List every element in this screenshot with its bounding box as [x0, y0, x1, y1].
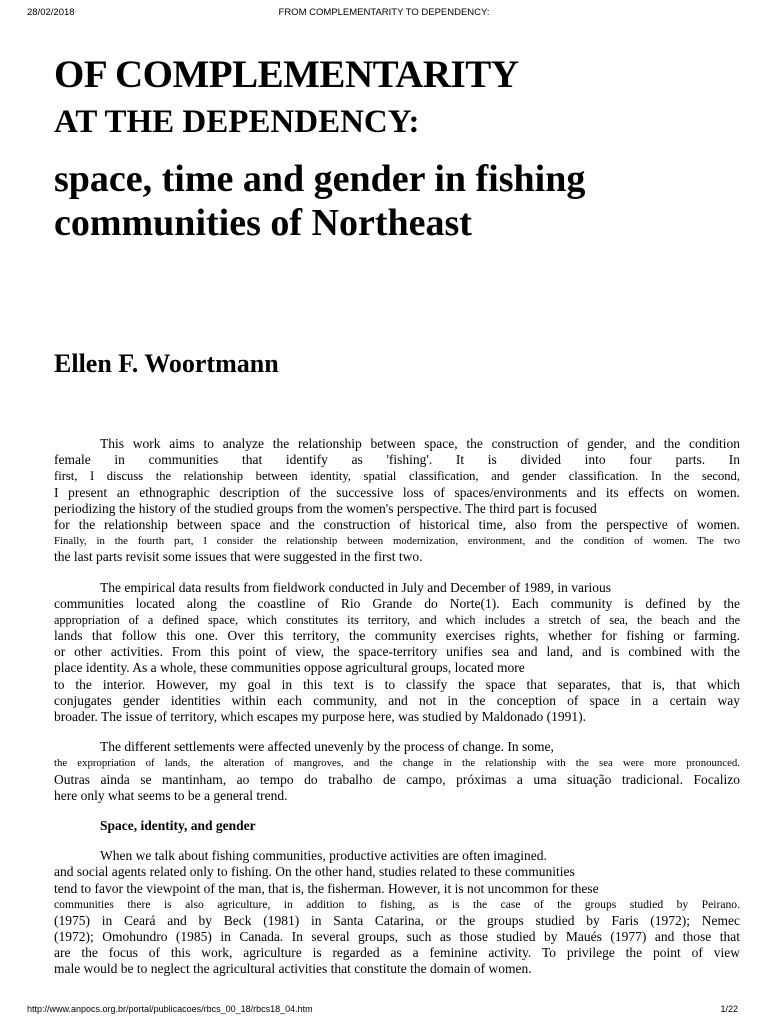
paragraph-1-line: Finally, in the fourth part, I consider the relationship between modernization, environment, and the condition of women. The two — [54, 535, 740, 548]
paragraph-3-line: Outras ainda se mantinham, ao tempo do trabalho de campo, próximas a uma situação tradicional. Focalizo — [54, 771, 740, 787]
paragraph-4-line: and social agents related only to fishing. On the other hand, studies related to these communities — [54, 864, 575, 880]
page-header — [0, 7, 768, 21]
page-number: 1/22 — [720, 1004, 738, 1014]
paragraph-1-line: female in communities that identify as 'fishing'. It is divided into four parts. In — [54, 452, 740, 468]
paragraph-1-line: first, I discuss the relationship between identity, spatial classification, and gender classification. In the second, — [54, 469, 740, 484]
paragraph-2-line: conjugates gender identities within each community, and not in the conception of space in a certain way — [54, 692, 740, 708]
paragraph-2-line: appropriation of a defined space, which constitutes its territory, and which includes a stretch of sea, the beach and the — [54, 612, 740, 627]
paragraph-4-line: tend to favor the viewpoint of the man, that is, the fisherman. However, it is not uncommon for these — [54, 880, 599, 896]
paragraph-4-line: (1975) in Ceará and by Beck (1981) in Santa Catarina, or the groups studied by Faris (1972); Nemec — [54, 912, 740, 928]
author-name: Ellen F. Woortmann — [54, 349, 279, 378]
paragraph-1-line: I present an ethnographic description of the successive loss of spaces/environments and its effects on women. — [54, 484, 740, 500]
paragraph-2-line: or other activities. From this point of view, the space-territory unifies sea and land, and is combined with the — [54, 644, 740, 660]
paragraph-2-line: The empirical data results from fieldwork conducted in July and December of 1989, in various — [100, 579, 611, 595]
title-line-1: OF COMPLEMENTARITY — [54, 53, 519, 96]
paragraph-3-line: The different settlements were affected unevenly by the process of change. In some, — [100, 739, 554, 755]
paragraph-1-line: the last parts revisit some issues that were suggested in the first two. — [54, 549, 423, 565]
page-footer — [0, 1004, 768, 1018]
paragraph-1-line: periodizing the history of the studied groups from the women's perspective. The third part is focused — [54, 500, 597, 516]
section-heading: Space, identity, and gender — [100, 817, 256, 833]
paragraph-3-line: here only what seems to be a general trend. — [54, 787, 288, 803]
article-body — [54, 436, 740, 978]
paragraph-2-line: lands that follow this one. Over this territory, the community exercises rights, whether for fishing or farming. — [54, 628, 740, 644]
subtitle: space, time and gender in fishing communities of Northeast — [54, 158, 586, 244]
paragraph-4-line: When we talk about fishing communities, productive activities are often imagined. — [100, 848, 547, 864]
paragraph-1-line: for the relationship between space and the construction of historical time, also from the perspective of women. — [54, 516, 740, 532]
paragraph-2-line: communities located along the coastline of Rio Grande do Norte(1). Each community is defined by the — [54, 595, 740, 611]
title-line-2: AT THE DEPENDENCY: — [54, 104, 420, 140]
paragraph-4-line: communities there is also agriculture, in addition to fishing, as is the case of the groups studied by Peirano. — [54, 897, 740, 911]
running-title: FROM COMPLEMENTARITY TO DEPENDENCY: — [278, 7, 490, 18]
paragraph-2-line: to the interior. However, my goal in this text is to classify the space that separates, that is, that which — [54, 676, 740, 692]
paragraph-2-line: broader. The issue of territory, which escapes my purpose here, was studied by Maldonado (1991). — [54, 709, 586, 724]
paragraph-4-line: (1972); Omohundro (1985) in Canada. In several groups, such as those studied by Maués (1977) and those that — [54, 929, 740, 945]
paragraph-3-line: the expropriation of lands, the alteration of mangroves, and the change in the relationship with the sea were more pronounced. — [54, 757, 740, 770]
print-date: 28/02/2018 — [27, 7, 75, 18]
paragraph-2-line: place identity. As a whole, these communities oppose agricultural groups, located more — [54, 660, 525, 676]
source-url[interactable]: http://www.anpocs.org.br/portal/publicacoes/rbcs_00_18/rbcs18_04.htm — [27, 1004, 313, 1014]
paragraph-4-line: are the focus of this work, agriculture is regarded as a feminine activity. To privilege the point of view — [54, 945, 740, 961]
paragraph-1-line: This work aims to analyze the relationship between space, the construction of gender, and the condition — [100, 436, 740, 451]
paragraph-4-line: male would be to neglect the agricultural activities that constitute the domain of women. — [54, 961, 532, 977]
